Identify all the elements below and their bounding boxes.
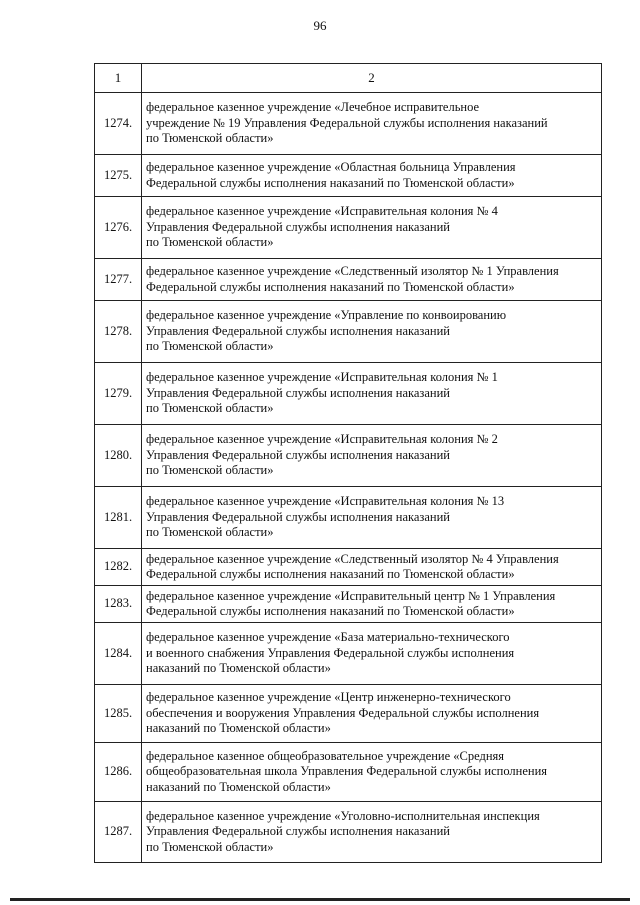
institution-name: федеральное казенное учреждение «Центр инженерно-технического обеспечения и вооружения Управления Федеральной службы исполнения наказаний по Тюменской области» xyxy=(142,685,602,743)
institution-name: федеральное казенное учреждение «Исправительная колония № 13 Управления Федеральной службы исполнения наказаний по Тюменской области» xyxy=(142,487,602,549)
row-number: 1275. xyxy=(95,155,142,197)
table-row xyxy=(95,93,602,155)
institution-name: федеральное казенное учреждение «Областная больница Управления Федеральной службы исполнения наказаний по Тюменской области» xyxy=(142,155,602,197)
table-row xyxy=(95,487,602,549)
table-header-row xyxy=(95,64,602,93)
institution-name: федеральное казенное учреждение «Следственный изолятор № 1 Управления Федеральной службы исполнения наказаний по Тюменской области» xyxy=(142,259,602,301)
institution-name: федеральное казенное учреждение «Лечебное исправительное учреждение № 19 Управления Федеральной службы исполнения наказаний по Тюменской области» xyxy=(142,93,602,155)
table-row xyxy=(95,586,602,623)
header-col-1: 1 xyxy=(95,64,142,93)
table-row xyxy=(95,802,602,863)
row-number: 1282. xyxy=(95,549,142,586)
institution-name: федеральное казенное учреждение «Исправительная колония № 4 Управления Федеральной службы исполнения наказаний по Тюменской области» xyxy=(142,197,602,259)
row-number: 1276. xyxy=(95,197,142,259)
institution-name: федеральное казенное учреждение «Управление по конвоированию Управления Федеральной службы исполнения наказаний по Тюменской области» xyxy=(142,301,602,363)
row-number: 1284. xyxy=(95,623,142,685)
row-number: 1286. xyxy=(95,743,142,802)
table-row xyxy=(95,301,602,363)
table-row xyxy=(95,743,602,802)
institution-name: федеральное казенное учреждение «Исправительный центр № 1 Управления Федеральной службы исполнения наказаний по Тюменской области» xyxy=(142,586,602,623)
institution-name: федеральное казенное общеобразовательное учреждение «Средняя общеобразовательная школа Управления Федеральной службы исполнения наказаний по Тюменской области» xyxy=(142,743,602,802)
header-col-2: 2 xyxy=(142,64,602,93)
institution-name: федеральное казенное учреждение «Следственный изолятор № 4 Управления Федеральной службы исполнения наказаний по Тюменской области» xyxy=(142,549,602,586)
table-row xyxy=(95,363,602,425)
row-number: 1283. xyxy=(95,586,142,623)
row-number: 1285. xyxy=(95,685,142,743)
row-number: 1281. xyxy=(95,487,142,549)
institution-name: федеральное казенное учреждение «Исправительная колония № 1 Управления Федеральной службы исполнения наказаний по Тюменской области» xyxy=(142,363,602,425)
row-number: 1274. xyxy=(95,93,142,155)
table-row xyxy=(95,685,602,743)
row-number: 1280. xyxy=(95,425,142,487)
institution-name: федеральное казенное учреждение «Исправительная колония № 2 Управления Федеральной службы исполнения наказаний по Тюменской области» xyxy=(142,425,602,487)
table-row xyxy=(95,197,602,259)
row-number: 1277. xyxy=(95,259,142,301)
row-number: 1278. xyxy=(95,301,142,363)
table-row xyxy=(95,623,602,685)
institutions-table xyxy=(94,63,602,863)
table-row xyxy=(95,549,602,586)
table-row xyxy=(95,155,602,197)
page-number: 96 xyxy=(313,18,327,33)
table-row xyxy=(95,259,602,301)
bottom-rule xyxy=(10,898,630,901)
row-number: 1279. xyxy=(95,363,142,425)
institution-name: федеральное казенное учреждение «Уголовно-исполнительная инспекция Управления Федеральной службы исполнения наказаний по Тюменской области» xyxy=(142,802,602,863)
row-number: 1287. xyxy=(95,802,142,863)
institution-name: федеральное казенное учреждение «База материально-технического и военного снабжения Управления Федеральной службы исполнения наказаний по Тюменской области» xyxy=(142,623,602,685)
table-row xyxy=(95,425,602,487)
